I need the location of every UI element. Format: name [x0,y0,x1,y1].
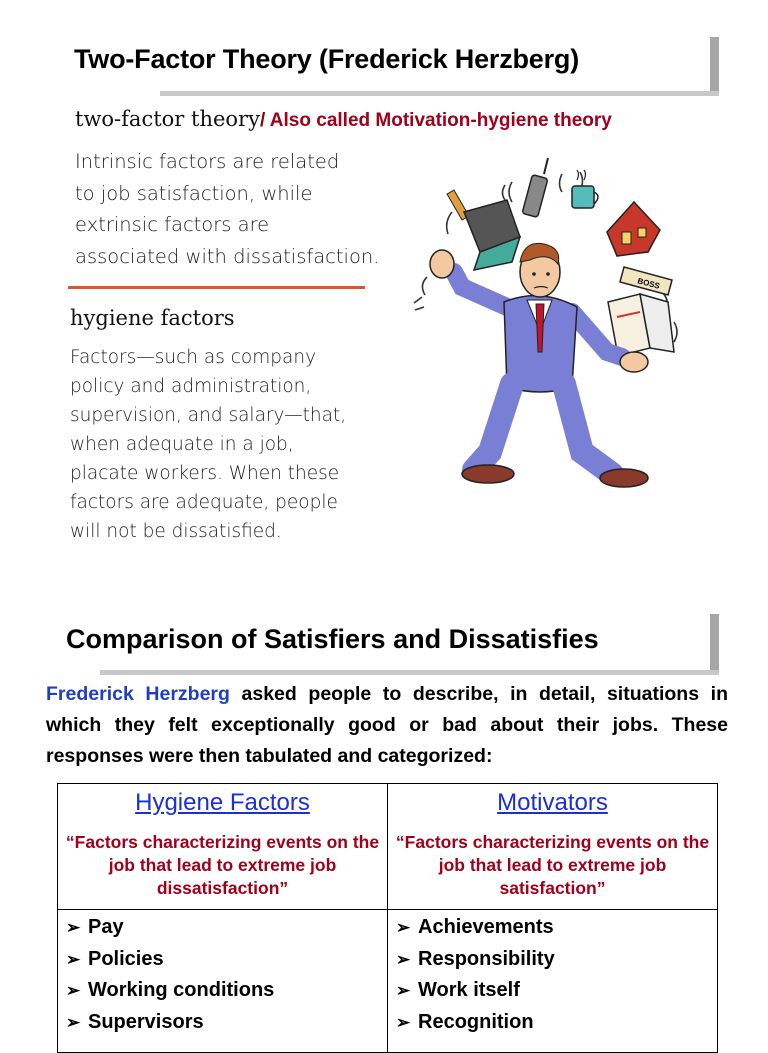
businessman-figure [430,243,648,487]
arrow-bullet-icon: ➢ [66,918,81,937]
coffee-mug-icon [572,170,598,208]
definition-line: to job satisfaction, while [75,181,313,205]
motivators-heading: Motivators [497,789,608,816]
definition-hygiene-factors [70,343,400,546]
boss-sign-text: BOSS [636,276,661,291]
term-separator: / [259,110,266,131]
motivators-quote: “Factors characterizing events on the job that lead to extreme job satisfaction” [395,832,710,898]
arrow-bullet-icon: ➢ [396,918,411,937]
title-accent-bar [710,37,719,95]
arrow-bullet-icon: ➢ [396,981,411,1000]
intro-text: asked people to describe, in detail, situations in which they felt exceptionally good or bad about their jobs. These responses were then tabulated and categorized: [46,683,728,767]
term-two-factor-theory [75,107,612,132]
hygiene-factors-quote: “Factors characterizing events on the job that lead to extreme job dissatisfaction” [65,832,380,898]
section-divider [68,286,365,289]
list-item: ➢ Working conditions [66,975,379,1007]
definition-two-factor [75,146,415,272]
definition-line: associated with dissatisfaction. [75,244,380,268]
definition-line: factors are adequate, people [70,492,338,513]
table-row [58,910,718,1053]
list-item: ➢ Achievements [396,912,709,944]
house-icon [607,202,660,256]
definition-line: placate workers. When these [70,463,340,484]
herzberg-name: Frederick Herzberg [46,683,230,705]
term-hygiene-factors: hygiene factors [70,306,235,330]
laptop-icon [464,200,520,270]
arrow-bullet-icon: ➢ [396,1012,411,1032]
hygiene-factors-list [58,910,388,1053]
slide-title-two-factor: Two-Factor Theory (Frederick Herzberg) [74,44,579,74]
hygiene-header-cell [58,784,388,910]
title-accent-underline [100,670,719,675]
title-accent-bar [710,614,719,674]
definition-line: Intrinsic factors are related [75,150,340,173]
term-label: two-factor theory [75,107,260,131]
motivators-list [388,910,718,1053]
list-item: ➢ Responsibility [396,944,709,976]
definition-line: extrinsic factors are [75,213,270,236]
slide-title-comparison: Comparison of Satisfiers and Dissatisfies [66,624,599,654]
juggling-businessman-illustration [412,152,692,492]
intro-paragraph [46,679,728,772]
arrow-bullet-icon: ➢ [66,949,81,969]
definition-line: will not be dissatisfied. [70,521,282,542]
table-header-row [58,784,718,910]
arrow-bullet-icon: ➢ [66,1012,81,1032]
list-item: ➢ Recognition [396,1007,709,1039]
definition-line: policy and administration, [70,376,312,397]
list-item: ➢ Supervisors [66,1007,379,1039]
list-item: ➢ Work itself [396,975,709,1007]
title-accent-underline [160,91,719,96]
also-called-label: Also called Motivation-hygiene theory [265,110,612,131]
arrow-bullet-icon: ➢ [66,981,81,1000]
definition-line: when adequate in a job, [70,434,294,455]
list-item: ➢ Pay [66,912,379,944]
motivators-header-cell [388,784,718,910]
hygiene-factors-heading: Hygiene Factors [135,789,310,816]
definition-line: Factors—such as company [70,347,317,368]
definition-line: supervision, and salary—that, [70,405,347,426]
phone-icon [522,158,548,217]
arrow-bullet-icon: ➢ [396,949,411,969]
comparison-table [57,783,718,1053]
list-item: ➢ Policies [66,944,379,976]
